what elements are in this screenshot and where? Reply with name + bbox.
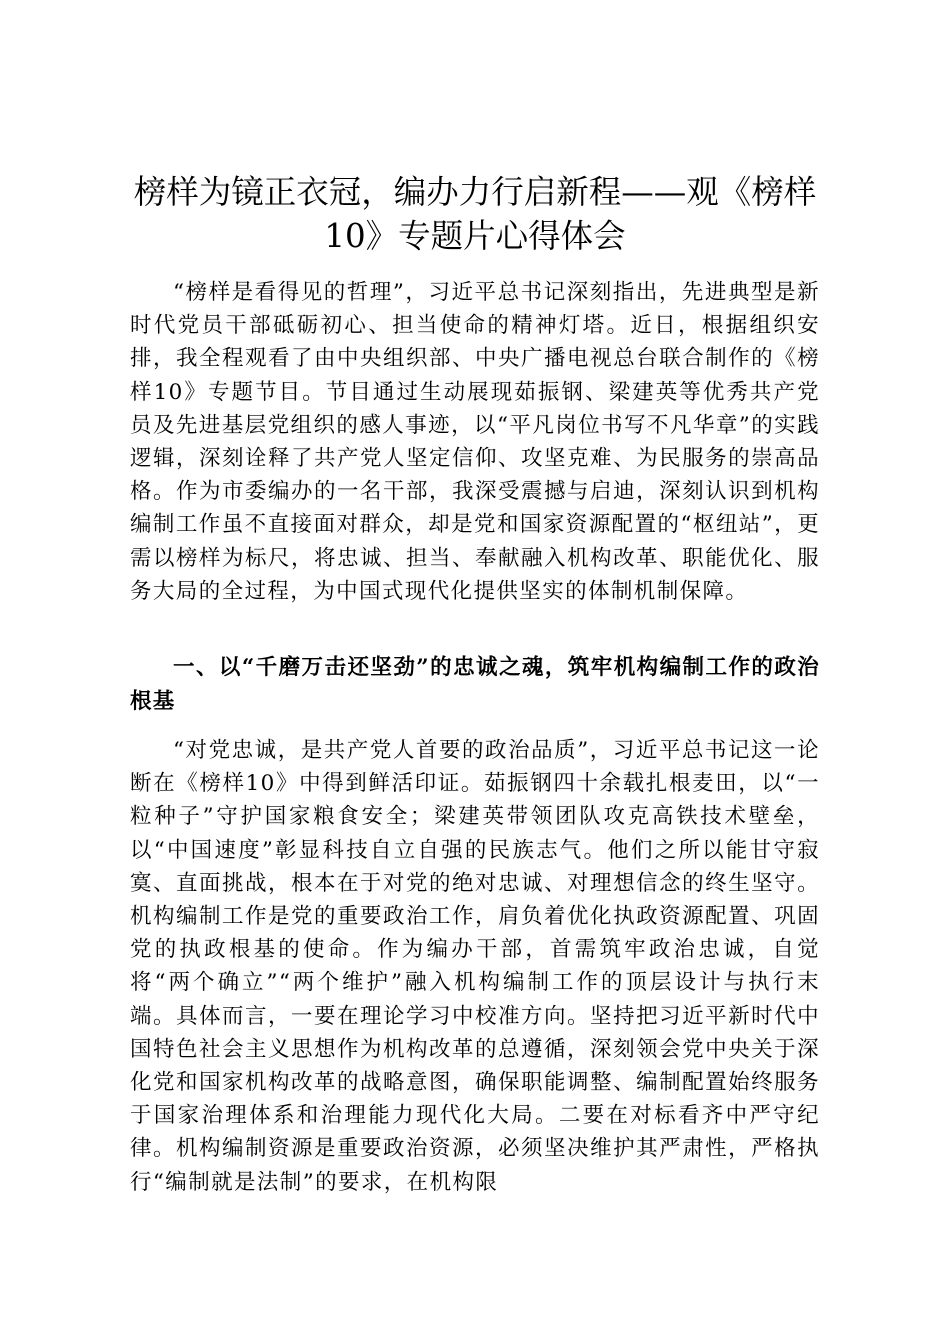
document-title: 榜样为镜正衣冠，编办力行启新程——观《榜样10》专题片心得体会 bbox=[133, 173, 817, 255]
section-heading-1: 一、以“千磨万击还坚劲”的忠诚之魂，筑牢机构编制工作的政治根基 bbox=[130, 655, 820, 714]
intro-paragraph: “榜样是看得见的哲理”，习近平总书记深刻指出，先进典型是新时代党员干部砥砺初心、担当使命的精神灯塔。近日，根据组织安排，我全程观看了由中央组织部、中央广播电视总台联合制作的《榜样10》专题节目。节目通过生动展现茹振钢、梁建英等优秀共产党员及先进基层党组织的感人事迹，以“平凡岗位书写不凡华章”的实践逻辑，深刻诠释了共产党人坚定信仰、攻坚克难、为民服务的崇高品格。作为市委编办的一名干部，我深受震撼与启迪，深刻认识到机构编制工作虽不直接面对群众，却是党和国家资源配置的“枢纽站”，更需以榜样为标尺，将忠诚、担当、奉献融入机构改革、职能优化、服务大局的全过程，为中国式现代化提供坚实的体制机制保障。 bbox=[130, 280, 820, 604]
section-1-paragraph: “对党忠诚，是共产党人首要的政治品质”，习近平总书记这一论断在《榜样10》中得到鲜活印证。茹振钢四十余载扎根麦田，以“一粒种子”守护国家粮食安全；梁建英带领团队攻克高铁技术壁垒，以“中国速度”彰显科技自立自强的民族志气。他们之所以能甘守寂寞、直面挑战，根本在于对党的绝对忠诚、对理想信念的终生坚守。机构编制工作是党的重要政治工作，肩负着优化执政资源配置、巩固党的执政根基的使命。作为编办干部，首需筑牢政治忠诚，自觉将“两个确立”“两个维护”融入机构编制工作的顶层设计与执行末端。具体而言，一要在理论学习中校准方向。坚持把习近平新时代中国特色社会主义思想作为机构改革的总遵循，深刻领会党中央关于深化党和国家机构改革的战略意图，确保职能调整、编制配置始终服务于国家治理体系和治理能力现代化大局。二要在对标看齐中严守纪律。机构编制资源是重要政治资源，必须坚决维护其严肃性，严格执行“编制就是法制”的要求，在机构限 bbox=[130, 738, 820, 1195]
